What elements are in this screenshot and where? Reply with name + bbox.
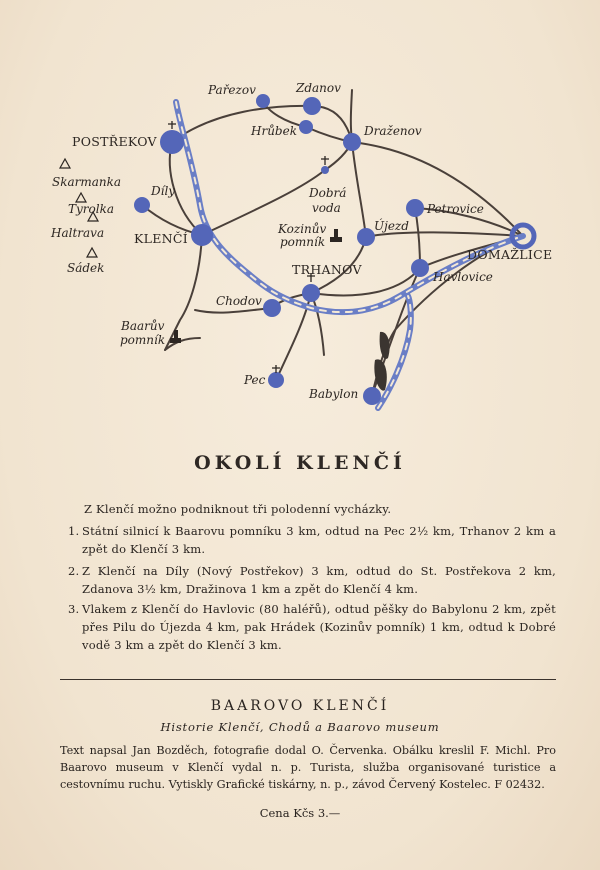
label-baaruv: Baarův (121, 319, 165, 333)
intro-text: Z Klenčí možno podniknout tři polodenní vycházky. (84, 502, 392, 516)
book-subtitle: Historie Klenčí, Chodů a Baarovo museum (160, 720, 440, 734)
page-title: OKOLÍ KLENČÍ (194, 452, 406, 474)
dot-ujezd (357, 228, 375, 246)
label-ujezd: Újezd (374, 219, 409, 233)
dot-babylon (363, 387, 381, 405)
label-havlovice: Havlovice (433, 270, 493, 284)
label-tyrolka: Tyrolka (68, 202, 115, 216)
label-pec: Pec (244, 373, 266, 387)
church-cross-icon (168, 121, 176, 129)
road (352, 142, 366, 237)
label-domazlice: DOMAŽLICE (467, 247, 553, 262)
label-parezov: Pařezov (208, 83, 256, 97)
item-number: 1. (68, 524, 80, 538)
road (366, 232, 523, 237)
divider (60, 679, 556, 680)
dot-drazenov (343, 133, 361, 151)
label-kozinuv: Kozinův (278, 222, 327, 236)
road (165, 235, 202, 350)
label-hrubek: Hrůbek (251, 124, 297, 138)
hill-icon (87, 248, 97, 257)
hill-icon (76, 193, 86, 202)
dot-zdanov (303, 97, 321, 115)
item-text: Z Klenčí na Díly (Nový Postřekov) 3 km, odtud do St. Postřekova 2 km, Zdanova 3½ km, Dražinova 1 km a zpět do Klenčí 4 km. (82, 564, 556, 596)
dot-havlovice (411, 259, 429, 277)
label-chodov: Chodov (216, 294, 262, 308)
label-dobra: Dobrá (309, 186, 347, 200)
label-klenci: KLENČÍ (134, 231, 189, 246)
item-text: Vlakem z Klenčí do Havlovic (80 haléřů), odtud pěšky do Babylonu 2 km, zpět přes Pilu do Újezda 4 km, pak Hrádek (Kozinův pomník) 1 km, odtud k Dobré vodě 3 km a zpět do Klenčí 3 km. (82, 602, 556, 652)
label-babylon: Babylon (309, 387, 359, 401)
item-text: Státní silnicí k Baarovu pomníku 3 km, odtud na Pec 2½ km, Trhanov 2 km a zpět do Klenčí 3 km. (82, 524, 556, 556)
book-title: BAAROVO KLENČÍ (210, 698, 390, 714)
church-cross-icon (321, 156, 329, 165)
label-dily: Díly (151, 184, 176, 198)
dot-chodov (263, 299, 281, 317)
label-haltrava: Haltrava (51, 226, 105, 240)
dot-pec (268, 372, 284, 388)
list-item (68, 600, 556, 654)
label-drazenov: Draženov (364, 124, 422, 138)
road (195, 308, 272, 313)
hill-icon (60, 159, 70, 168)
label-petrovice: Petrovice (427, 202, 484, 216)
forest-patch (380, 332, 390, 359)
label-kozinuv-pomnik: pomník (280, 235, 326, 249)
colophon: Text napsal Jan Bozděch, fotografie dodal O. Červenka. Obálku kreslil F. Michl. Pro Baarovo museum v Klenčí vydal n. p. Turista, služba organisované turistice a cestovnímu ruchu. Vytiskly Grafické tiskárny, n. p., závod Červený Kostelec. F 02432. (60, 744, 556, 791)
label-skarmanka: Skarmanka (52, 175, 122, 189)
dot-klenci (191, 224, 213, 246)
item-number: 3. (68, 602, 80, 616)
list-item (68, 522, 556, 558)
dot-trhanov (302, 284, 320, 302)
dot-dobra-voda (321, 166, 329, 174)
label-trhanov: TRHANOV (292, 262, 362, 277)
list-item (68, 562, 556, 598)
dot-postrekov (160, 130, 184, 154)
dot-dily (134, 197, 150, 213)
road (311, 293, 324, 355)
label-baaruv-pomnik: pomník (120, 333, 166, 347)
label-zdanov: Zdanov (296, 81, 341, 95)
dot-parezov (256, 94, 270, 108)
item-number: 2. (68, 564, 80, 578)
label-postrekov: POSTŘEKOV (72, 134, 157, 149)
dot-hrubek (299, 120, 313, 134)
monument-icon (330, 229, 342, 242)
dot-petrovice (406, 199, 424, 217)
price: Cena Kčs 3.— (259, 806, 341, 820)
road (415, 208, 420, 268)
label-voda: voda (312, 201, 341, 215)
label-sadek: Sádek (67, 261, 105, 275)
